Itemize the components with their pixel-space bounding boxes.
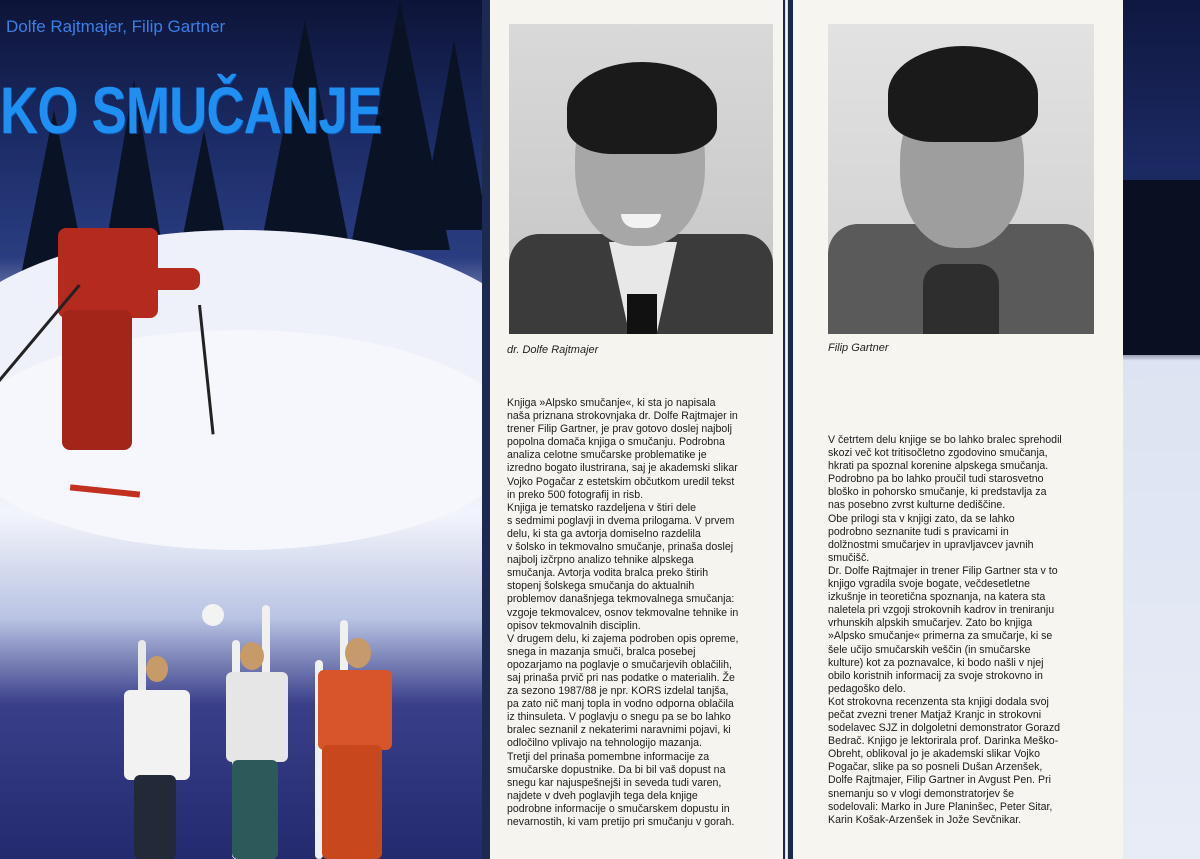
cover-authors: Dolfe Rajtmajer, Filip Gartner <box>6 17 226 36</box>
portrait-photo-gartner <box>828 24 1094 334</box>
caption-gartner: Filip Gartner <box>828 342 889 354</box>
caption-rajtmajer: dr. Dolfe Rajtmajer <box>507 344 599 356</box>
forest-silhouette <box>1123 180 1200 355</box>
page-rajtmajer <box>490 0 783 859</box>
crystal-globe-trophy <box>202 604 224 626</box>
page-gartner <box>793 0 1123 859</box>
pine-tree <box>420 40 482 230</box>
page2-body-text: Knjiga »Alpsko smučanje«, ki sta jo napisala naša priznana strokovnjaka dr. Dolfe Rajtmajer in trener Filip Gartner, je prav gotovo doslej najbolj popolna domača knjiga o smučanju. Podrobna analiza celotne smučarske problematike je izredno bogato ilustrirana, saj je akademski slikar Vojko Pogačar z estetskim občutkom uredil tekst in preko 500 fotografij in risb. Knjiga je tematsko razdeljena v štiri dele s sedmimi poglavji in dvema prilogama. V prvem delu, ki sta ga avtorja domiselno razdelila v šolsko in tekmovalno smučanje, prinaša doslej najbolj izčrpno analizo tehnike alpskega smučanja. Avtorja vodita bralca preko štirih stopenj šolskega smučanja do aktualnih problemov današnjega tekmovalnega smučanja: vzgoje tekmovalcev, osnov tekmovalne tehnike in opisov tekmovalnih disciplin. V drugem delu, ki zajema podroben opis opreme, snega in mazanja smuči, bralca posebej opozarjamo na poglavje o smučarjevih oblačilih, saj prinaša prvič pri nas podatke o materialih. Že za sezono 1987/88 je npr. KORS izdelal tanjša, pa zato nič manj topla in vodno odporna oblačila iz thinsuleta. V poglavju o snegu pa se bo lahko bralec seznanil z nekaterimi naravnimi pojavi, ki odločilno vplivajo na tehnologijo mazanja. Tretji del prinaša pomembne informacije za smučarske dopustnike. Da bi bil vaš dopust na snegu kar najuspešnejši in seveda tudi varen, najdete v dveh poglavjih tega dela knjige podrobne informacije o smučarskem dopustu in nevarnostih, ki vam pretijo pri smučanju v gorah. <box>507 397 739 828</box>
page3-body-text: V četrtem delu knjige se bo lahko bralec sprehodil skozi več kot tritisočletno zgodovino smučanja, hkrati pa spoznal korenine alpskega smučanja. Podrobno pa bo lahko proučil tudi starosvetno bloško in pohorsko smučanje, ki predstavlja za nas posebno zvrst kulturne dediščine. Obe prilogi sta v knjigi zato, da se lahko podrobno seznanite tudi s pravicami in dolžnostmi smučarjev in upravljavcev javnih smučišč. Dr. Dolfe Rajtmajer in trener Filip Gartner sta v to knjigo vgradila svoje bogate, večdesetletne izkušnje in teoretična spoznanja, na katera sta naletela pri vzgoji strokovnih kadrov in treniranju vrhunskih alpskih smučarjev. Zato bo knjiga »Alpsko smučanje« primerna za smučarje, ki se šele učijo smučarskih veščin (in smučarske kulture) kot za poznavalce, ki bodo našli v njej obilo koristnih informacij za svoje strokovno in pedagoško delo. Kot strokovna recenzenta sta knjigi dodala svoj pečat zvezni trener Matjaž Kranjc in strokovni sodelavec SJZ in dolgoletni demonstrator Gorazd Bedrač. Knjigo je lektorirala prof. Darinka Meško- Obreht, oblikoval jo je akademski slikar Vojko Pogačar, slike pa so posneli Dušan Arzenšek, Dolfe Rajtmajer, Filip Gartner in Avgust Pen. Pri snemanju so v vlogi demonstratorjev še sodelovali: Marko in Jure Planinšec, Peter Sitar, Karin Košak-Arzenšek in Jože Sevčnikar. <box>828 434 1062 826</box>
page-fold <box>785 0 788 859</box>
cover-title: KO SMUČANJE <box>0 73 382 147</box>
portrait-photo-rajtmajer <box>509 24 773 334</box>
back-cover-strip <box>1123 0 1200 859</box>
book-cover <box>0 0 482 859</box>
